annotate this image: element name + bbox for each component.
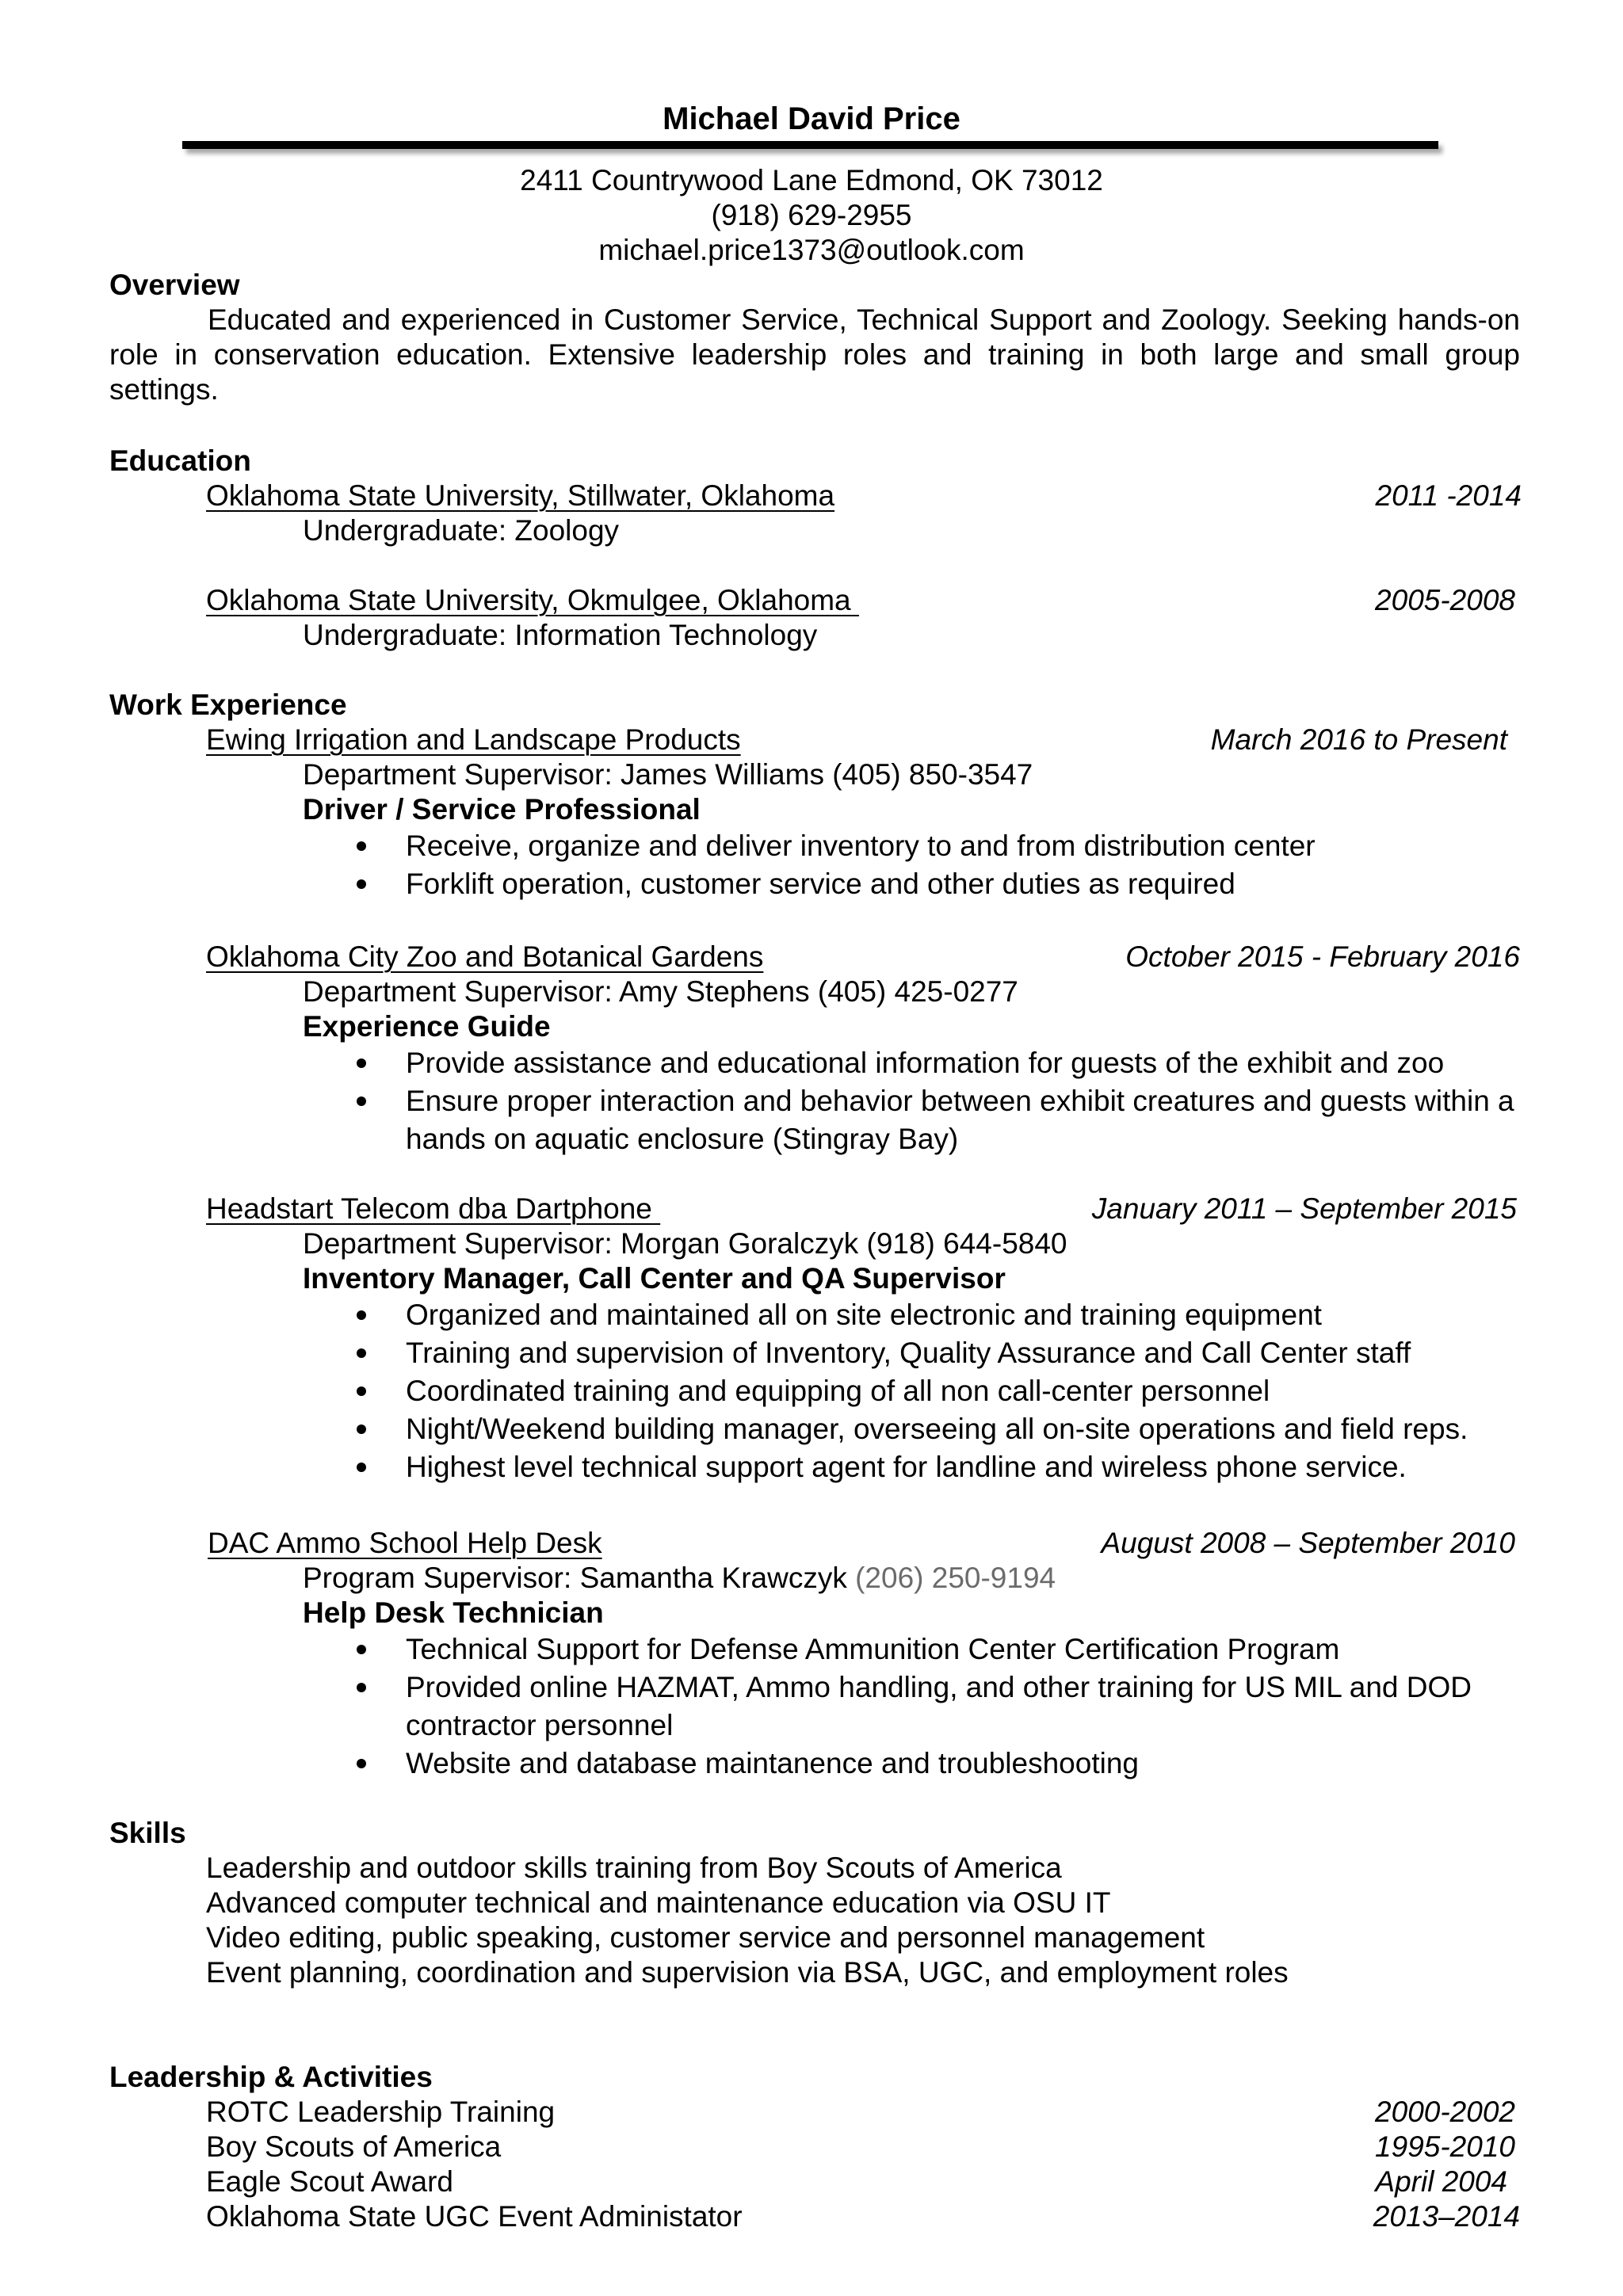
overview-heading: Overview <box>109 269 240 301</box>
activity-name: Boy Scouts of America <box>206 2130 502 2163</box>
job-bullet-text: Organized and maintained all on site electronic and training equipment <box>406 1299 1322 1331</box>
job-dates: October 2015 - February 2016 <box>1125 940 1520 973</box>
bullet-icon <box>357 1425 366 1434</box>
job-bullet-text: Provide assistance and educational information for guests of the exhibit and zoo <box>406 1047 1445 1079</box>
job-title: Inventory Manager, Call Center and QA Supervisor <box>303 1262 1006 1295</box>
job-bullet <box>303 1745 1539 1783</box>
activity-dates: 2013–2014 <box>1373 2200 1520 2233</box>
contact-email: michael.price1373@outlook.com <box>598 234 1025 266</box>
job-dates: March 2016 to Present <box>1210 723 1507 756</box>
job-bullet <box>303 1082 1539 1158</box>
skill-item: Event planning, coordination and supervision via BSA, UGC, and employment roles <box>206 1956 1289 1989</box>
bullet-icon <box>357 1463 366 1472</box>
bullet-icon <box>357 1097 366 1106</box>
skill-item: Video editing, public speaking, customer service and personnel management <box>206 1921 1205 1954</box>
job-bullet-list <box>303 1630 1539 1783</box>
job-supervisor: Department Supervisor: James Williams (405) 850-3547 <box>303 758 1033 791</box>
job-bullet <box>303 1334 1539 1372</box>
bullet-icon <box>357 1759 366 1768</box>
job-bullet <box>303 865 1539 903</box>
education-program: Undergraduate: Zoology <box>303 514 620 547</box>
education-school: Oklahoma State University, Okmulgee, Oklahoma <box>206 584 859 616</box>
name-underline-rule <box>182 141 1438 149</box>
job-bullet <box>303 1410 1539 1448</box>
bullet-icon <box>357 1683 366 1692</box>
job-employer: Ewing Irrigation and Landscape Products <box>206 723 741 756</box>
job-bullet-text: Training and supervision of Inventory, Quality Assurance and Call Center staff <box>406 1337 1411 1369</box>
job-bullet-text: Receive, organize and deliver inventory to and from distribution center <box>406 830 1316 862</box>
job-employer: DAC Ammo School Help Desk <box>208 1527 602 1559</box>
job-supervisor <box>303 1561 1056 1596</box>
job-bullet <box>303 1448 1539 1486</box>
job-employer: Headstart Telecom dba Dartphone <box>206 1192 661 1225</box>
job-bullet-text: Highest level technical support agent for landline and wireless phone service. <box>406 1451 1407 1483</box>
job-bullet-list <box>303 1296 1539 1486</box>
job-bullet-text: Coordinated training and equipping of all non call-center personnel <box>406 1375 1270 1407</box>
work-heading: Work Experience <box>109 688 347 721</box>
education-heading: Education <box>109 444 251 477</box>
job-bullet <box>303 827 1539 865</box>
job-dates: August 2008 – September 2010 <box>1101 1527 1515 1559</box>
bullet-icon <box>357 1348 366 1358</box>
overview-text: Educated and experienced in Customer Service, Technical Support and Zoology. Seeking hands-on role in conservation education. Extensive leadership roles and training in both large and small group settings. <box>109 303 1520 406</box>
education-program: Undergraduate: Information Technology <box>303 619 818 651</box>
job-bullet <box>303 1296 1539 1334</box>
skill-item: Leadership and outdoor skills training from Boy Scouts of America <box>206 1852 1062 1884</box>
bullet-icon <box>357 1058 366 1068</box>
job-title: Help Desk Technician <box>303 1596 604 1629</box>
job-title: Driver / Service Professional <box>303 793 701 826</box>
skill-item: Advanced computer technical and maintenance education via OSU IT <box>206 1886 1111 1919</box>
job-supervisor-phone: (206) 250-9194 <box>855 1562 1056 1594</box>
job-supervisor-text: Program Supervisor: Samantha Krawczyk <box>303 1562 847 1594</box>
contact-phone: (918) 629-2955 <box>711 199 912 231</box>
activity-name: Oklahoma State UGC Event Administator <box>206 2200 743 2233</box>
job-bullet-text: Website and database maintanence and troubleshooting <box>406 1747 1139 1779</box>
job-bullet-text: Provided online HAZMAT, Ammo handling, and other training for US MIL and DOD contractor personnel <box>406 1671 1472 1741</box>
job-supervisor: Department Supervisor: Morgan Goralczyk (918) 644-5840 <box>303 1227 1067 1260</box>
bullet-icon <box>357 1645 366 1654</box>
contact-address: 2411 Countrywood Lane Edmond, OK 73012 <box>520 164 1103 196</box>
education-school: Oklahoma State University, Stillwater, Oklahoma <box>206 479 835 512</box>
activity-name: ROTC Leadership Training <box>206 2096 556 2128</box>
job-bullet-list <box>303 827 1539 903</box>
job-bullet-text: Ensure proper interaction and behavior between exhibit creatures and guests within a hands on aquatic enclosure (Stingray Bay) <box>406 1085 1514 1155</box>
job-bullet-text: Technical Support for Defense Ammunition Center Certification Program <box>406 1633 1340 1665</box>
bullet-icon <box>357 1310 366 1320</box>
activity-dates: April 2004 <box>1375 2165 1507 2198</box>
job-title: Experience Guide <box>303 1010 551 1043</box>
job-bullet-list <box>303 1044 1539 1158</box>
skills-heading: Skills <box>109 1817 186 1849</box>
job-bullet-text: Forklift operation, customer service and other duties as required <box>406 868 1235 900</box>
activity-name: Eagle Scout Award <box>206 2165 453 2198</box>
job-bullet-text: Night/Weekend building manager, overseeing all on-site operations and field reps. <box>406 1413 1468 1445</box>
leadership-heading: Leadership & Activities <box>109 2061 433 2093</box>
education-dates: 2005-2008 <box>1375 584 1515 616</box>
job-dates: January 2011 – September 2015 <box>1091 1192 1517 1225</box>
bullet-icon <box>357 1386 366 1396</box>
bullet-icon <box>357 879 366 889</box>
bullet-icon <box>357 841 366 851</box>
resume-name: Michael David Price <box>663 101 960 136</box>
job-employer: Oklahoma City Zoo and Botanical Gardens <box>206 940 764 973</box>
activity-dates: 2000-2002 <box>1375 2096 1515 2128</box>
job-bullet <box>303 1669 1539 1745</box>
job-supervisor: Department Supervisor: Amy Stephens (405) 425-0277 <box>303 975 1018 1008</box>
job-bullet <box>303 1372 1539 1410</box>
job-bullet <box>303 1044 1539 1082</box>
job-bullet <box>303 1630 1539 1669</box>
education-dates: 2011 -2014 <box>1375 479 1522 512</box>
activity-dates: 1995-2010 <box>1375 2130 1515 2163</box>
